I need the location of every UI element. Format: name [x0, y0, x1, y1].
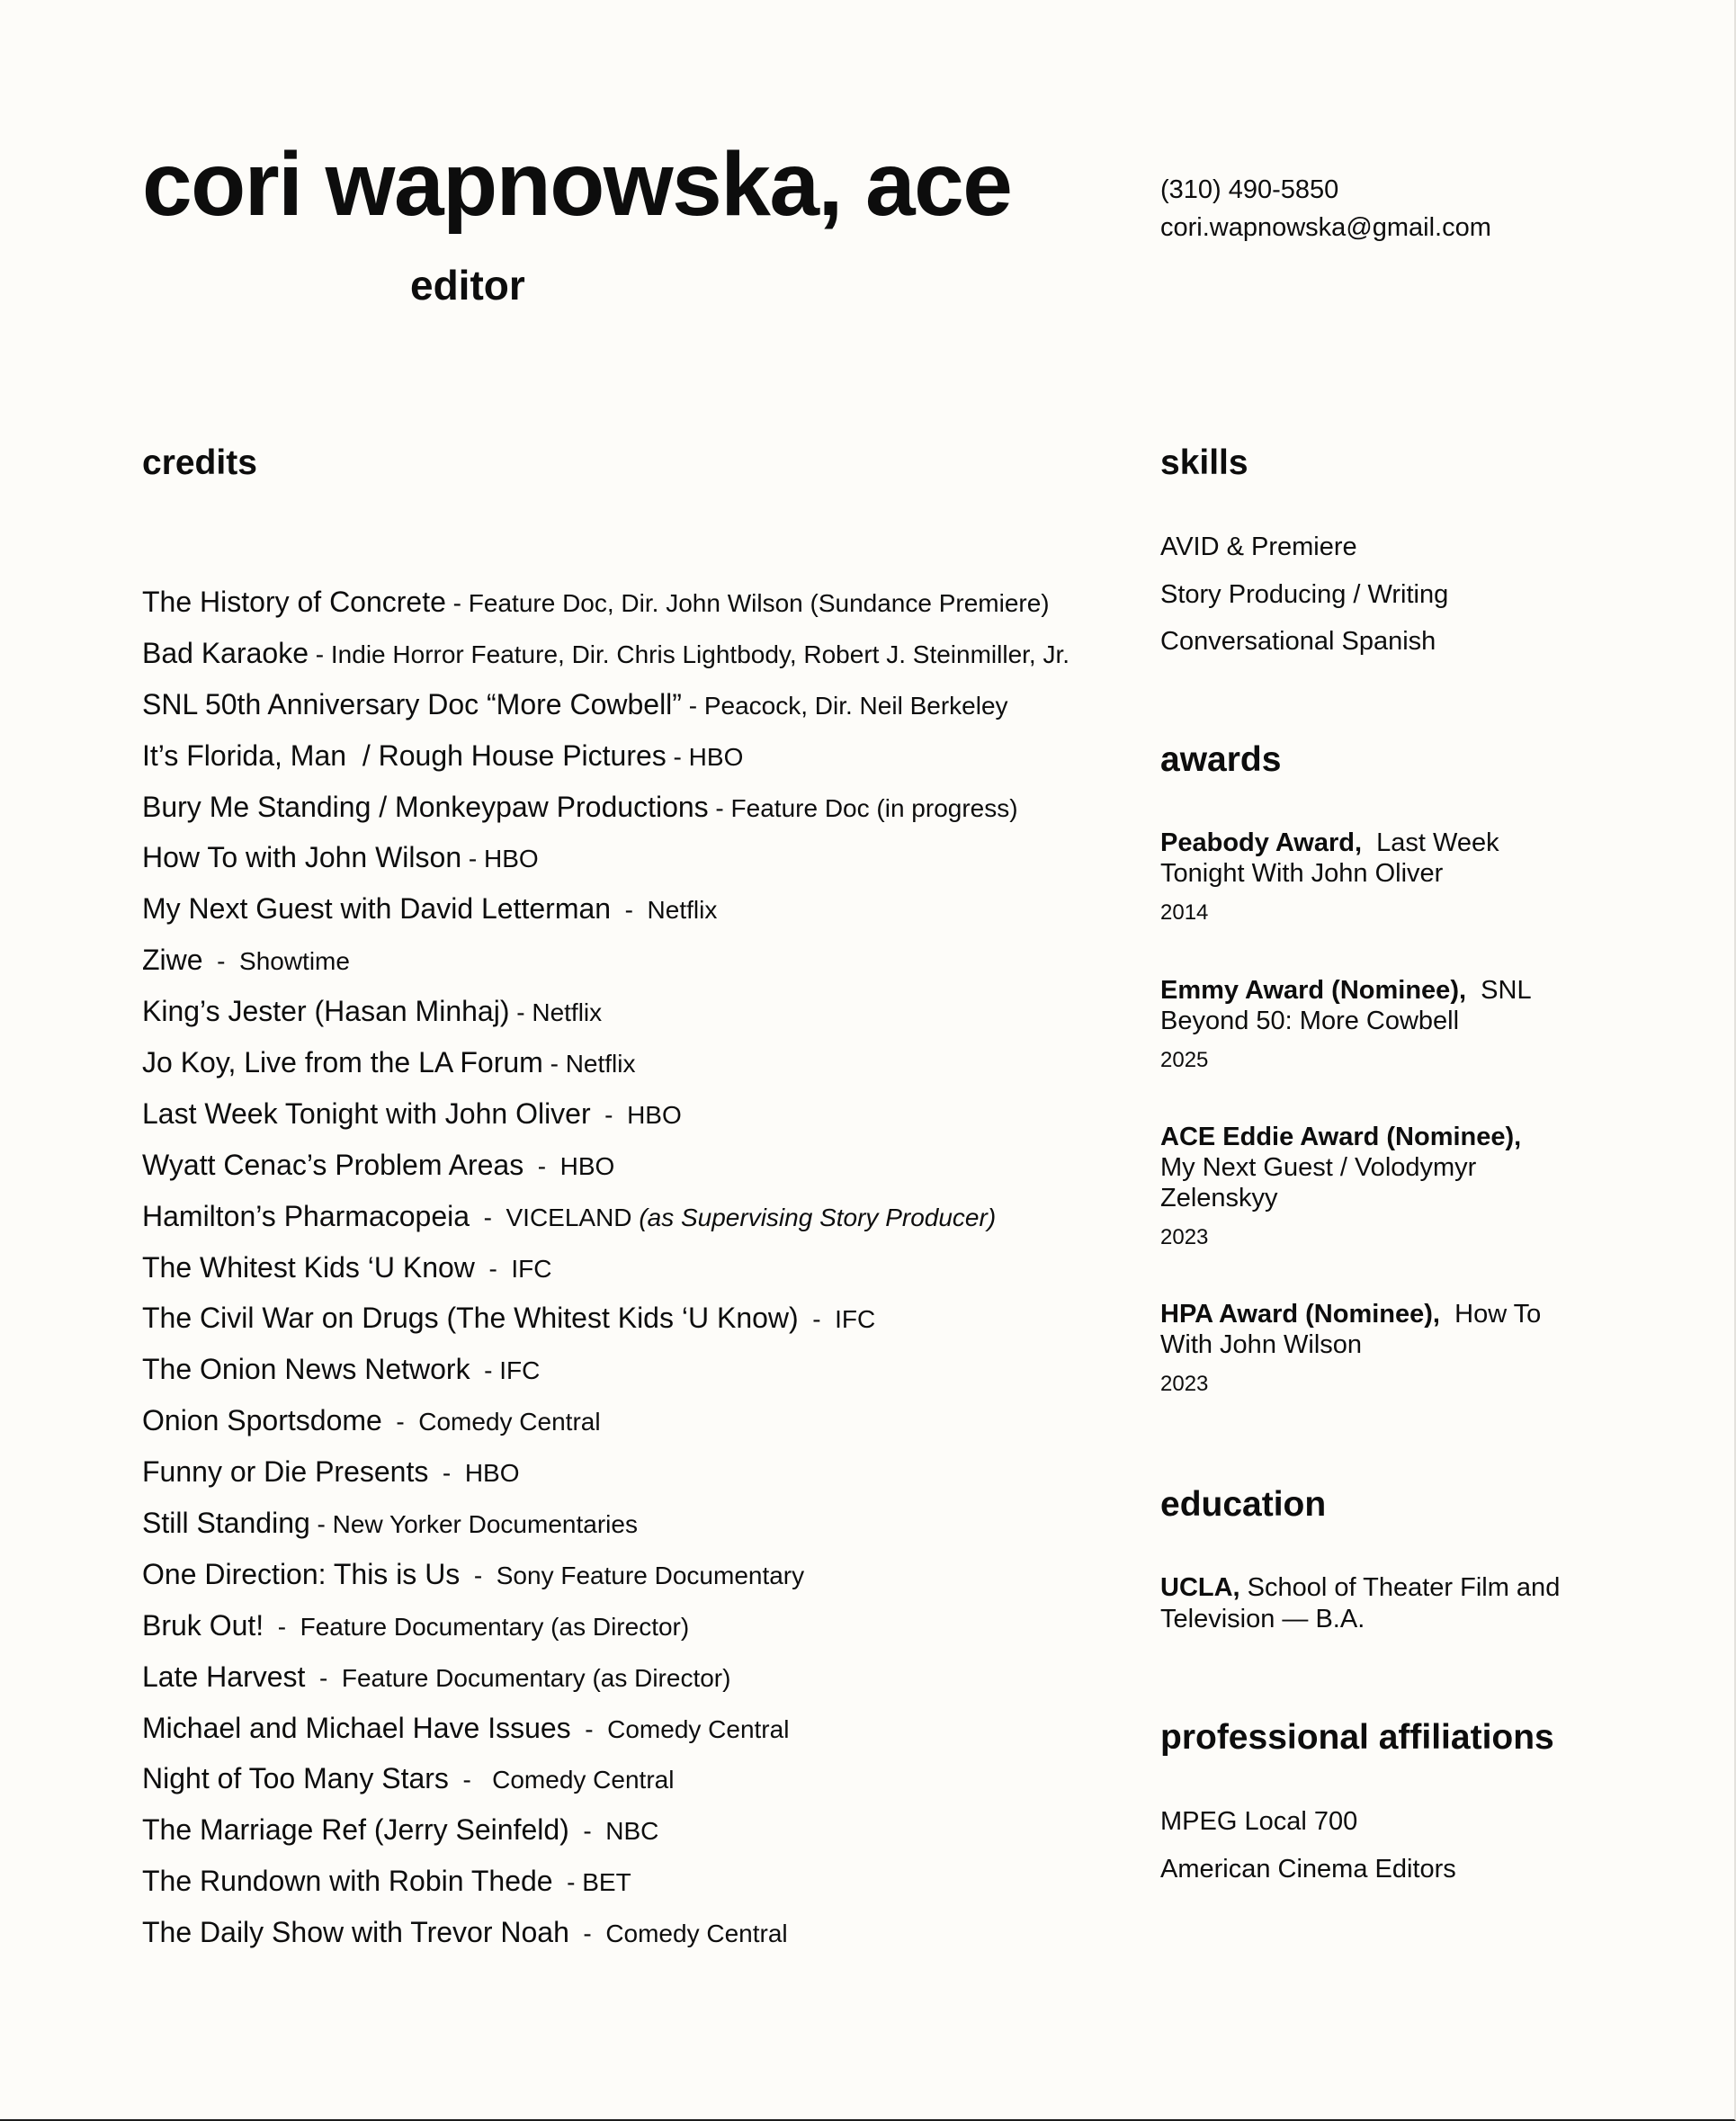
credit-title: The Onion News Network: [142, 1353, 470, 1386]
award-entry: [1160, 1122, 1556, 1253]
award-year: 2014: [1160, 900, 1209, 925]
credit-separator: -: [460, 1561, 497, 1589]
education-program: School of Theater Film and Television — B.A.: [1160, 1573, 1561, 1633]
award-entry: [1160, 828, 1556, 928]
credit-detail: Sony Feature Documentary: [496, 1561, 805, 1589]
contact-info: [1160, 171, 1491, 246]
credit-title: Late Harvest: [142, 1660, 306, 1693]
award-work: How To With John Wilson: [1160, 1300, 1542, 1359]
credit-item: [142, 685, 1069, 736]
credit-title: One Direction: This is Us: [142, 1557, 461, 1590]
skills-list: [1160, 529, 1448, 671]
credit-item: [142, 1401, 1069, 1452]
education-heading: education: [1160, 1485, 1327, 1524]
credit-detail: Feature Doc, Dir. John Wilson (Sundance Premiere): [468, 589, 1050, 617]
credit-title: Bad Karaoke: [142, 636, 309, 669]
credit-title: The Rundown with Robin Thede: [142, 1865, 553, 1898]
credit-detail: HBO: [484, 845, 539, 873]
credit-item: [142, 582, 1069, 633]
credit-title: My Next Guest with David Letterman: [142, 892, 612, 926]
credit-detail: Netflix: [532, 998, 603, 1027]
credit-separator: -: [542, 1050, 566, 1078]
credit-item: [142, 991, 1069, 1043]
credit-detail: HBO: [464, 1459, 520, 1488]
credit-item: [142, 1349, 1069, 1401]
credit-title: Wyatt Cenac’s Problem Areas: [142, 1148, 524, 1181]
credit-separator: -: [202, 947, 240, 976]
credit-title: Onion Sportsdome: [142, 1404, 382, 1437]
credit-item: [142, 1503, 1069, 1554]
credit-item: [142, 1043, 1069, 1094]
credit-separator: -: [681, 691, 704, 720]
credit-detail: VICELAND: [506, 1203, 640, 1231]
credit-separator: -: [474, 1254, 512, 1283]
credit-detail: Feature Documentary (as Director): [341, 1663, 731, 1692]
credit-item: [142, 1861, 1069, 1912]
awards-heading: awards: [1160, 740, 1282, 779]
credit-item: [142, 1759, 1069, 1810]
phone-number: (310) 490-5850: [1160, 175, 1339, 204]
affiliations-heading: professional affiliations: [1160, 1718, 1554, 1757]
award-name: HPA Award (Nominee),: [1160, 1300, 1440, 1329]
credit-item: [142, 1196, 1069, 1248]
credit-title: Ziwe: [142, 944, 203, 977]
credit-title: King’s Jester (Hasan Minhaj): [142, 995, 510, 1028]
award-work: Last Week Tonight With John Oliver: [1160, 828, 1499, 888]
credit-item: [142, 1912, 1069, 1964]
credit-detail: HBO: [627, 1100, 682, 1129]
credit-separator: -: [666, 742, 689, 771]
credit-separator: -: [570, 1714, 608, 1743]
credit-detail: IFC: [835, 1305, 876, 1334]
email-address: cori.wapnowska@gmail.com: [1160, 213, 1491, 242]
credit-detail: Feature Documentary (as Director): [300, 1612, 690, 1641]
job-title: editor: [410, 262, 525, 309]
credit-item: [142, 1708, 1069, 1759]
credit-item: [142, 1657, 1069, 1708]
credit-title: Michael and Michael Have Issues: [142, 1711, 571, 1744]
credit-detail: Feature Doc (in progress): [730, 793, 1018, 822]
affiliation-item: American Cinema Editors: [1160, 1854, 1456, 1884]
credit-detail: NBC: [605, 1817, 659, 1846]
credit-separator: -: [470, 1356, 500, 1385]
credit-item: [142, 633, 1069, 685]
credit-separator: -: [798, 1305, 836, 1334]
credit-title: Funny or Die Presents: [142, 1455, 429, 1489]
credits-list: [142, 582, 1069, 1964]
credit-separator: -: [470, 1203, 506, 1231]
credit-item: [142, 837, 1069, 889]
credit-separator: -: [445, 589, 469, 617]
credit-separator: -: [264, 1612, 300, 1641]
credit-title: Bury Me Standing / Monkeypaw Productions: [142, 790, 709, 823]
credit-separator: -: [568, 1817, 606, 1846]
credit-detail: Comedy Central: [607, 1714, 790, 1743]
credit-detail: Showtime: [239, 947, 350, 976]
skill-item: Conversational Spanish: [1160, 627, 1436, 656]
credit-separator: -: [461, 845, 484, 873]
credit-title: Night of Too Many Stars: [142, 1762, 449, 1795]
credit-separator: -: [448, 1766, 493, 1794]
award-name: ACE Eddie Award (Nominee),: [1160, 1123, 1522, 1151]
affiliation-item: MPEG Local 700: [1160, 1807, 1358, 1836]
skill-item: Story Producing / Writing: [1160, 579, 1449, 609]
credit-item: [142, 940, 1069, 991]
credit-title: The Whitest Kids ‘U Know: [142, 1250, 475, 1284]
credit-title: The History of Concrete: [142, 586, 446, 618]
credit-separator: -: [305, 1663, 342, 1692]
award-name: Emmy Award (Nominee),: [1160, 976, 1467, 1005]
credit-item: [142, 1248, 1069, 1299]
credit-separator: -: [428, 1459, 465, 1488]
credit-item: [142, 1606, 1069, 1657]
award-year: 2023: [1160, 1372, 1209, 1396]
credit-separator: -: [509, 998, 532, 1027]
credit-separator: -: [611, 896, 648, 925]
credit-item: [142, 889, 1069, 940]
award-entry: [1160, 1299, 1556, 1400]
credits-heading: credits: [142, 443, 257, 482]
credit-separator: -: [552, 1868, 583, 1897]
credit-title: The Daily Show with Trevor Noah: [142, 1916, 569, 1949]
credit-item: [142, 1145, 1069, 1196]
credit-separator: -: [590, 1100, 628, 1129]
credit-detail: New Yorker Documentaries: [332, 1510, 638, 1539]
credit-title: Still Standing: [142, 1507, 310, 1540]
award-entry: [1160, 975, 1556, 1076]
credit-detail: Netflix: [565, 1050, 636, 1078]
credit-item: [142, 1298, 1069, 1349]
credit-separator: -: [309, 640, 331, 668]
credit-detail: HBO: [688, 742, 744, 771]
credit-detail: Comedy Central: [605, 1920, 788, 1948]
credit-detail: Comedy Central: [492, 1766, 675, 1794]
credit-detail: BET: [582, 1868, 631, 1897]
skills-heading: skills: [1160, 443, 1248, 482]
award-year: 2023: [1160, 1225, 1209, 1249]
credit-detail: Comedy Central: [418, 1408, 601, 1436]
credit-title: Hamilton’s Pharmacopeia: [142, 1199, 470, 1232]
credit-title: The Civil War on Drugs (The Whitest Kids ‘U Know): [142, 1302, 799, 1335]
credit-detail: Netflix: [647, 896, 718, 925]
credit-separator: -: [523, 1151, 560, 1180]
credit-detail: IFC: [499, 1356, 541, 1385]
award-work: My Next Guest / Volodymyr Zelenskyy: [1160, 1153, 1477, 1213]
credit-item: [142, 1094, 1069, 1145]
award-work: SNL Beyond 50: More Cowbell: [1160, 976, 1531, 1035]
education-entry: [1160, 1572, 1565, 1635]
credit-title: Last Week Tonight with John Oliver: [142, 1096, 591, 1130]
affiliations-list: [1160, 1803, 1456, 1898]
credit-item: [142, 736, 1069, 787]
credit-note: (as Supervising Story Producer): [639, 1203, 997, 1231]
credit-title: Jo Koy, Live from the LA Forum: [142, 1046, 543, 1079]
credit-separator: -: [708, 793, 731, 822]
education-school: UCLA,: [1160, 1573, 1240, 1602]
award-year: 2025: [1160, 1048, 1209, 1072]
credit-separator: -: [309, 1510, 333, 1539]
resume-name: cori wapnowska, ace: [142, 134, 1012, 235]
credit-title: It’s Florida, Man / Rough House Pictures: [142, 738, 667, 772]
skill-item: AVID & Premiere: [1160, 532, 1357, 561]
credit-detail: Peacock, Dir. Neil Berkeley: [703, 691, 1008, 720]
credit-title: SNL 50th Anniversary Doc “More Cowbell”: [142, 687, 682, 720]
credit-detail: HBO: [559, 1151, 615, 1180]
credit-title: Bruk Out!: [142, 1608, 264, 1642]
credit-item: [142, 787, 1069, 838]
credit-item: [142, 1554, 1069, 1606]
award-name: Peabody Award,: [1160, 828, 1363, 857]
credit-item: [142, 1452, 1069, 1503]
credit-separator: -: [381, 1408, 419, 1436]
credit-item: [142, 1810, 1069, 1861]
credit-title: How To with John Wilson: [142, 841, 462, 874]
credit-separator: -: [568, 1920, 606, 1948]
credit-detail: IFC: [511, 1254, 552, 1283]
credit-detail: Indie Horror Feature, Dir. Chris Lightbody, Robert J. Steinmiller, Jr.: [330, 640, 1070, 668]
credit-title: The Marriage Ref (Jerry Seinfeld): [142, 1813, 569, 1847]
